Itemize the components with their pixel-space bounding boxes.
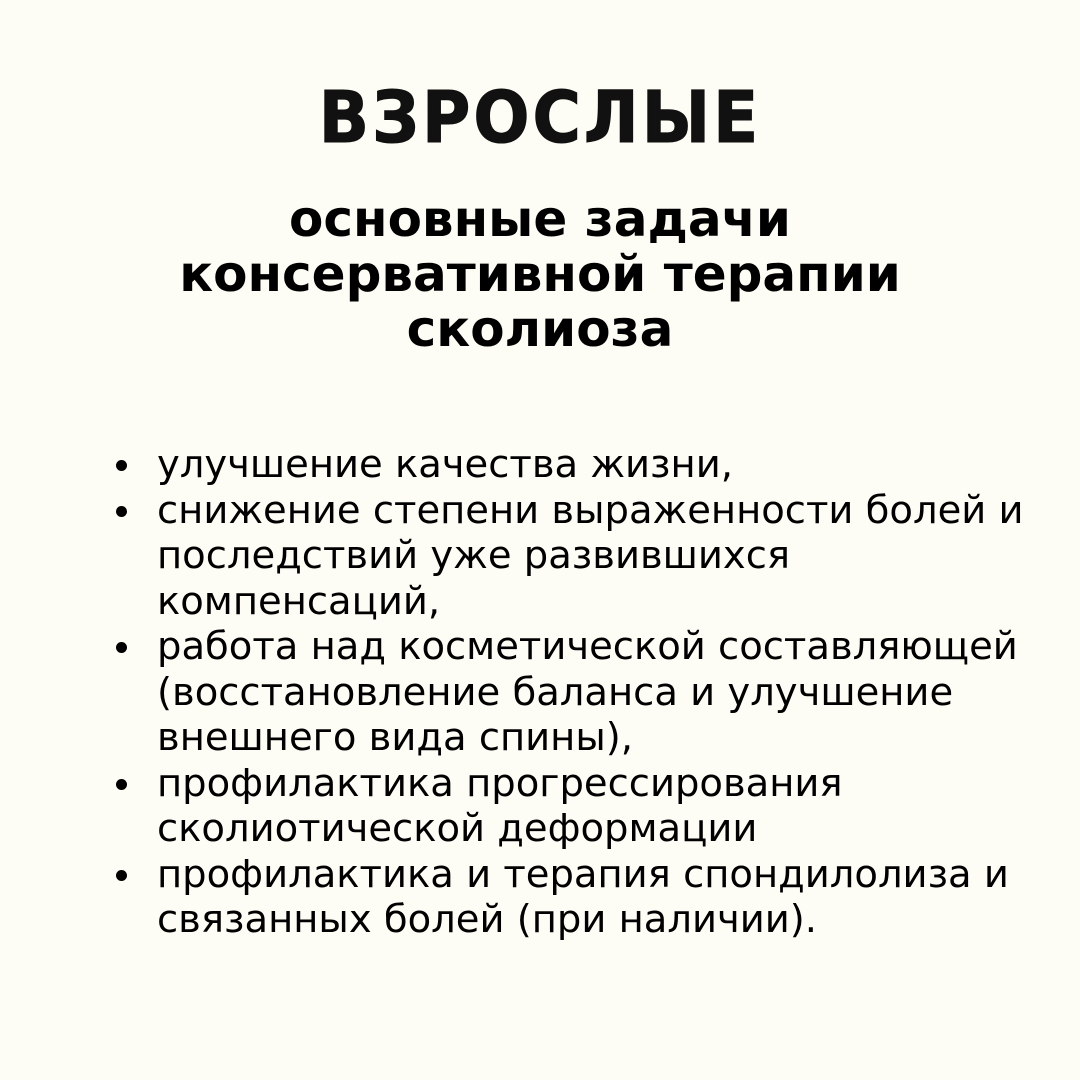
bullet-icon [116,460,127,471]
subtitle-line-2: консервативной терапии [179,245,901,303]
bullet-icon [116,779,127,790]
tasks-list [112,442,1052,943]
list-item-text: профилактика и терапия спондилолиза и связанных болей (при наличии). [157,851,1009,942]
list-item [112,624,1052,761]
subtitle-line-1: основные задачи [289,190,791,248]
bullet-icon [116,642,127,653]
slide-heading: ВЗРОСЛЫЕ [318,75,762,160]
list-item-text: профилактика прогрессирования сколиотической деформации [157,760,843,851]
list-item [112,488,1052,625]
bullet-icon [116,506,127,517]
list-item-text: работа над косметической составляющей (восстановление баланса и улучшение внешнего вида спины), [157,624,1018,760]
slide-subtitle [40,192,1040,357]
list-item-text: снижение степени выраженности болей и последствий уже развившихся компенсаций, [157,487,1024,624]
list-item [112,852,1052,943]
list-item [112,761,1052,852]
list-item [112,442,1052,488]
list-item-text: улучшение качества жизни, [157,442,733,487]
subtitle-line-3: сколиоза [406,300,674,358]
bullet-icon [116,870,127,881]
